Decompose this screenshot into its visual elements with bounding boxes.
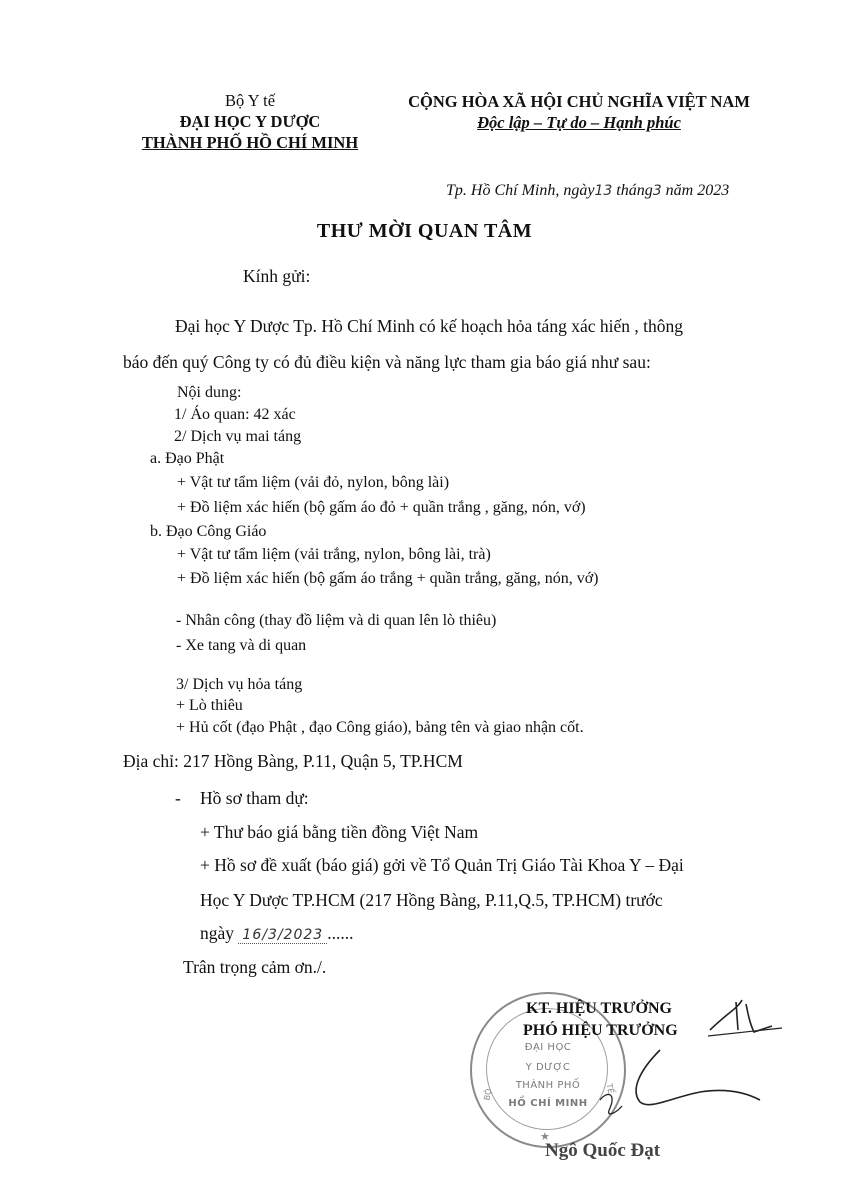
documents-line-2: + Hồ sơ đề xuất (báo giá) gởi về Tổ Quản Trị Giáo Tài Khoa Y – Đại: [200, 855, 684, 875]
header-left: [120, 90, 380, 153]
dash-item-1: - Nhân công (thay đồ liệm và di quan lên lò thiêu): [176, 612, 497, 629]
address: Địa chỉ: 217 Hồng Bàng, P.11, Quận 5, TP.HCM: [123, 751, 463, 771]
country-name: CỘNG HÒA XÃ HỘI CHỦ NGHĨA VIỆT NAM: [408, 92, 750, 111]
content-item-2: 2/ Dịch vụ mai táng: [174, 428, 302, 445]
section-b-item-1: + Vật tư tẩm liệm (vải trắng, nylon, bông lài, trà): [177, 546, 491, 563]
deadline-line: [200, 923, 353, 944]
closing: Trân trọng cảm ơn./.: [183, 957, 327, 977]
signature-title-2: PHÓ HIỆU TRƯỞNG: [523, 1022, 678, 1039]
document-title: THƯ MỜI QUAN TÂM: [316, 220, 533, 242]
stamp-line-1: ĐẠI HỌC: [524, 1042, 572, 1053]
header-right: [380, 91, 778, 133]
stamp-line-4: HỒ CHÍ MINH: [508, 1098, 588, 1109]
documents-line-1: + Thư báo giá bằng tiền đồng Việt Nam: [200, 822, 479, 842]
stamp-star-icon: ★: [540, 1130, 550, 1143]
university-city: THÀNH PHỐ HỒ CHÍ MINH: [141, 133, 359, 152]
signature-title-1: KT. HIỆU TRƯỞNG: [526, 1000, 672, 1017]
content-item-1: 1/ Áo quan: 42 xác: [174, 406, 296, 423]
date-year: năm 2023: [665, 182, 730, 199]
date-month-label: tháng: [616, 182, 653, 199]
date-line: [446, 182, 729, 200]
intro-line-1: Đại học Y Dược Tp. Hồ Chí Minh có kế hoạch hỏa táng xác hiến , thông: [175, 316, 683, 336]
date-prefix: Tp. Hồ Chí Minh, ngày: [446, 182, 595, 199]
date-month: 3: [652, 183, 662, 199]
stamp-line-2: Y DƯỢC: [525, 1062, 571, 1073]
stamp-right-mark: TẾ: [604, 1082, 616, 1095]
content-item-3-sub-2: + Hủ cốt (đạo Phật , đạo Công giáo), bảng tên và giao nhận cốt.: [176, 719, 584, 736]
stamp-left-mark: BỘ: [482, 1087, 494, 1102]
deadline-suffix: ......: [327, 923, 354, 943]
deadline-prefix: ngày: [200, 923, 235, 943]
dash-item-2: - Xe tang và di quan: [176, 637, 307, 654]
greeting: Kính gửi:: [243, 266, 311, 286]
section-a-item-2: + Đồ liệm xác hiến (bộ gấm áo đỏ + quần trắng , găng, nón, vớ): [177, 499, 586, 516]
stamp-line-3: THÀNH PHỐ: [515, 1080, 581, 1091]
documents-heading: Hồ sơ tham dự:: [200, 788, 309, 808]
section-b-item-2: + Đồ liệm xác hiến (bộ gấm áo trắng + quần trắng, găng, nón, vớ): [177, 570, 599, 587]
section-b-label: b. Đạo Công Giáo: [150, 523, 267, 540]
content-item-3: 3/ Dịch vụ hỏa táng: [176, 676, 303, 693]
ministry-name: Bộ Y tế: [224, 91, 276, 110]
documents-line-3: Học Y Dược TP.HCM (217 Hồng Bàng, P.11,Q.5, TP.HCM) trước: [200, 890, 663, 910]
section-a-label: a. Đạo Phật: [150, 450, 225, 467]
documents-dash: -: [175, 788, 181, 808]
national-motto: Độc lập – Tự do – Hạnh phúc: [477, 113, 681, 132]
signer-name: Ngô Quốc Đạt: [545, 1140, 661, 1161]
university-name: ĐẠI HỌC Y DƯỢC: [179, 112, 321, 131]
content-heading: Nội dung:: [177, 384, 242, 401]
intro-line-2: báo đến quý Công ty có đủ điều kiện và năng lực tham gia báo giá như sau:: [123, 352, 651, 372]
content-item-3-sub-1: + Lò thiêu: [176, 697, 243, 714]
date-day: 13: [594, 183, 613, 199]
section-a-item-1: + Vật tư tẩm liệm (vải đỏ, nylon, bông lài): [177, 474, 450, 491]
handwritten-signature: [560, 990, 790, 1130]
deadline-date: 16/3/2023: [238, 927, 327, 944]
